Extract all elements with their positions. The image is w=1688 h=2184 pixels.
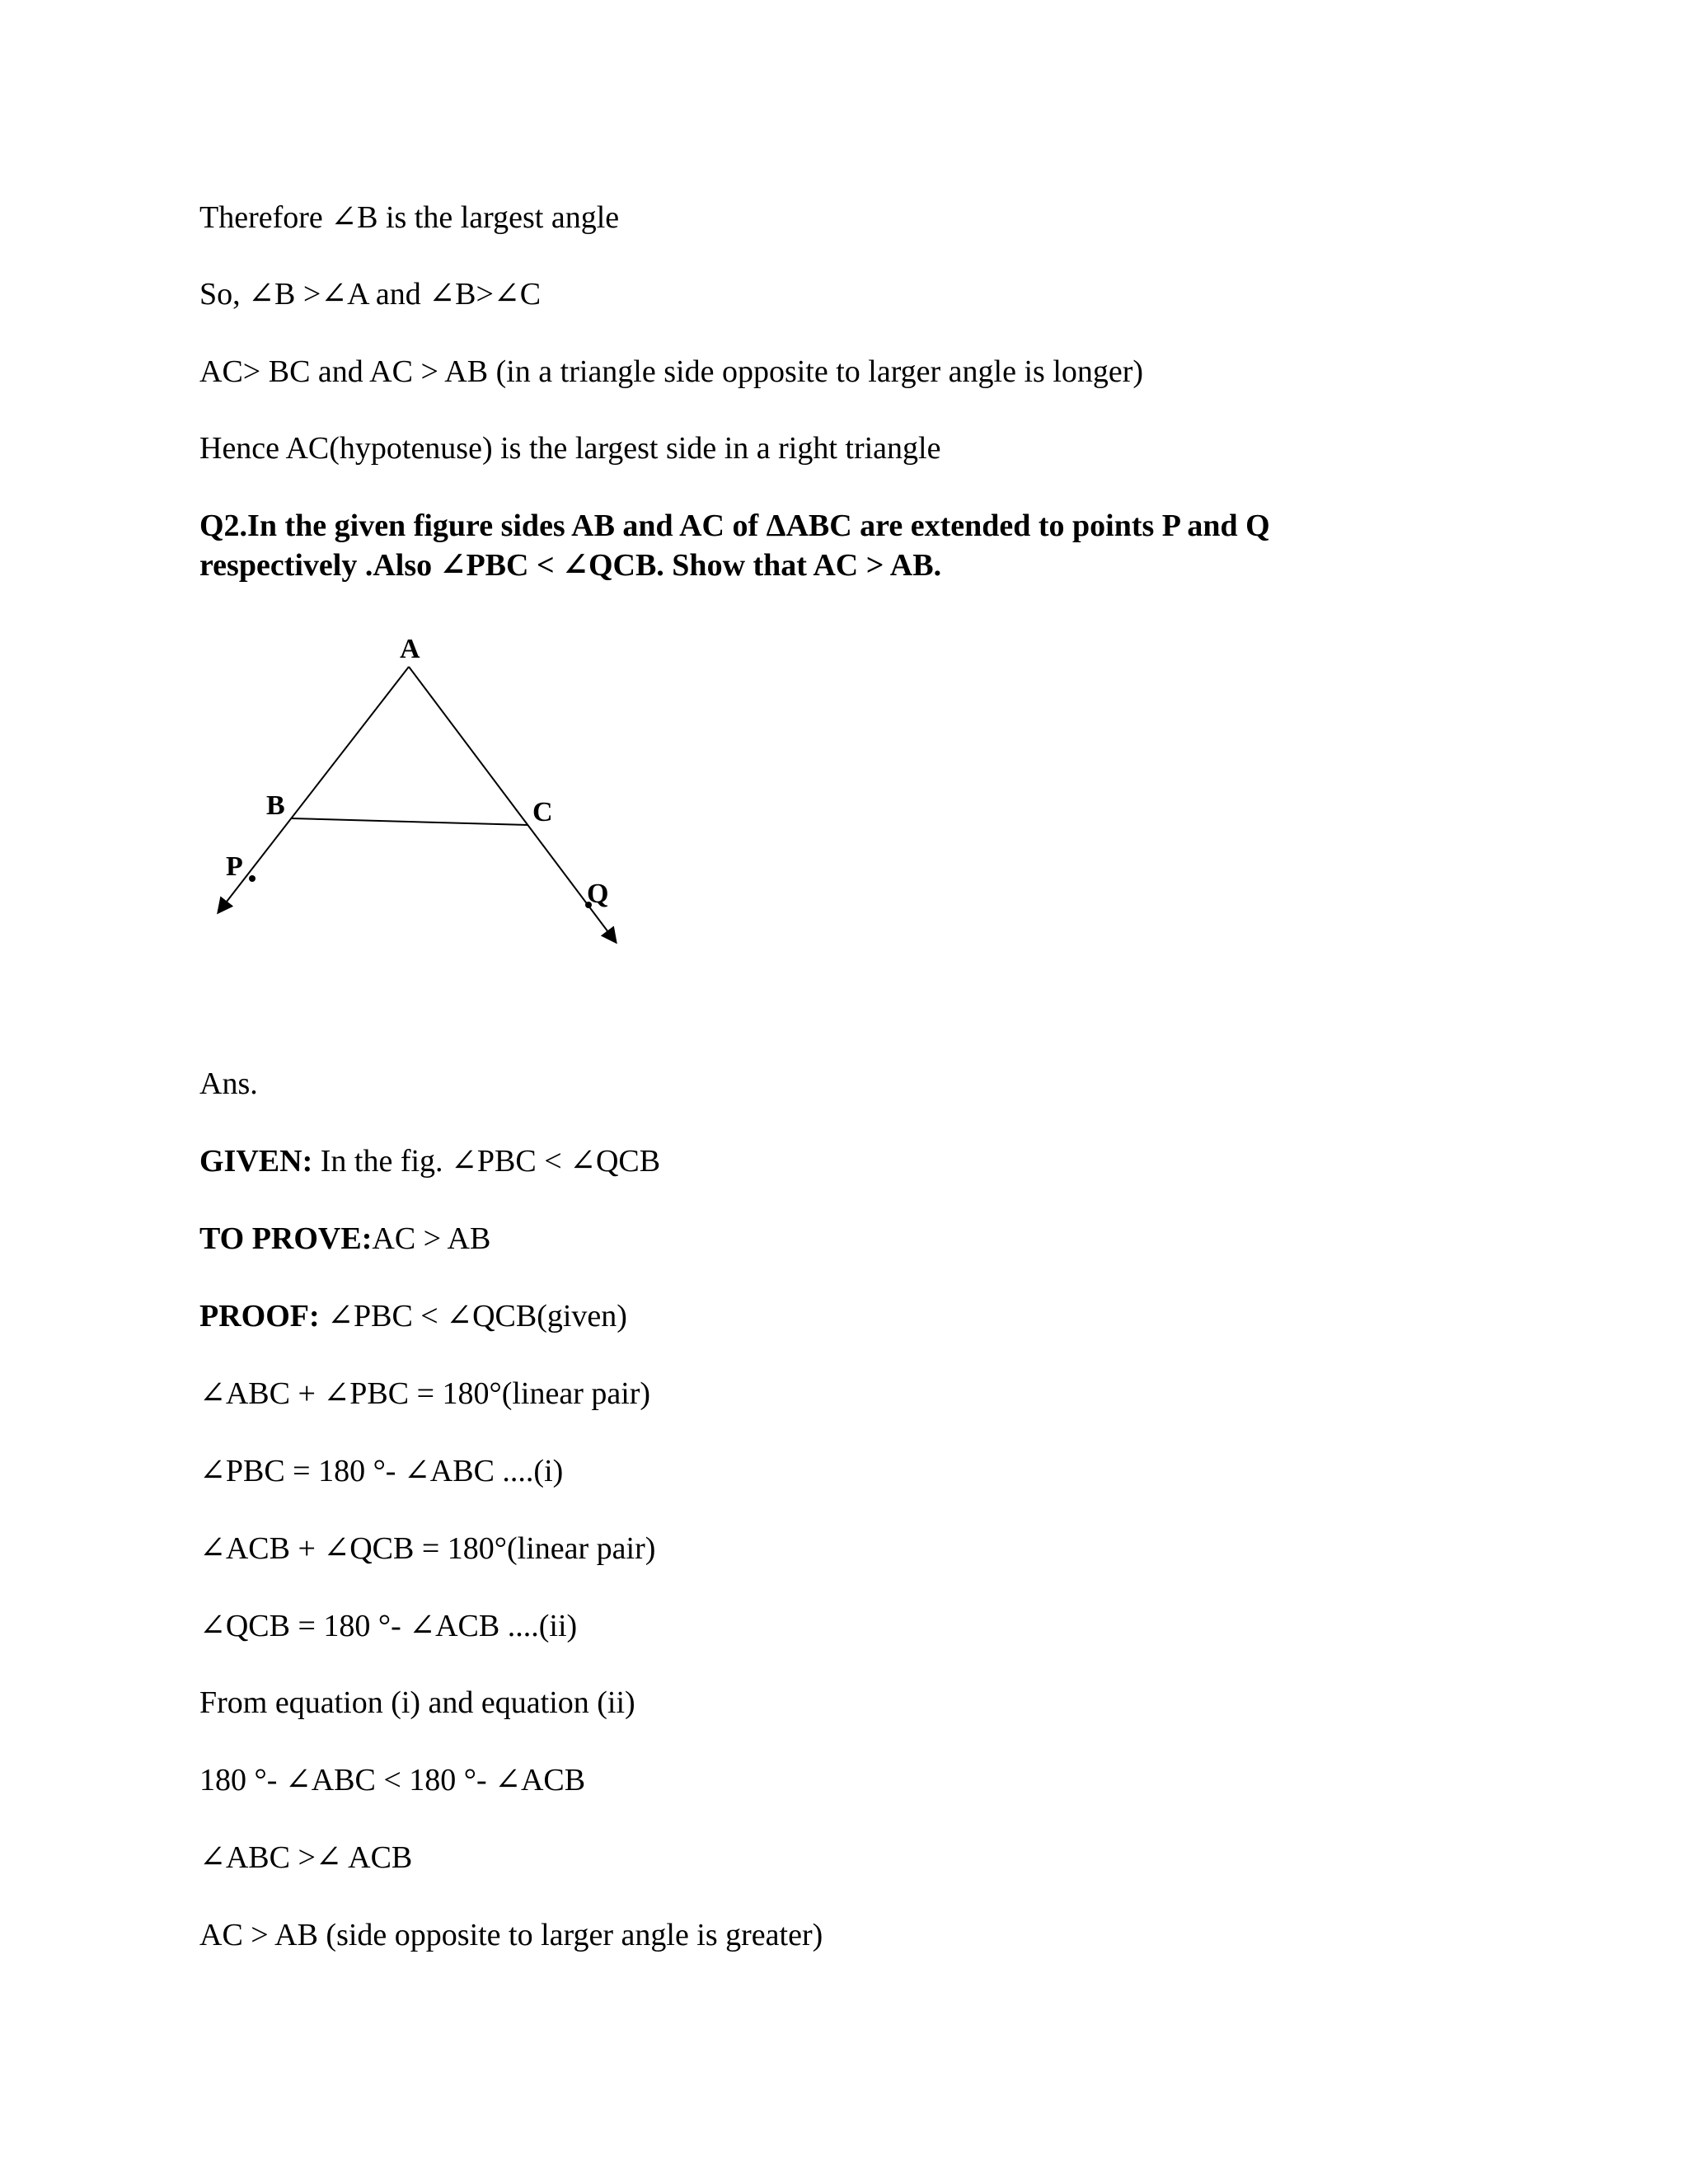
to-prove-text: AC > AB — [372, 1221, 491, 1256]
label-c: C — [532, 797, 553, 827]
label-a: A — [400, 634, 420, 664]
question-line-2: respectively .Also ∠PBC < ∠QCB. Show that AC > AB. — [199, 548, 942, 583]
text-line-4: Hence AC(hypotenuse) is the largest side in a right triangle — [199, 431, 941, 466]
side-ac-extended — [409, 667, 613, 939]
label-q: Q — [587, 879, 609, 909]
proof-label: PROOF: — [199, 1299, 320, 1333]
proof-text: ∠PBC < ∠QCB(given) — [319, 1299, 627, 1333]
label-b: B — [266, 790, 285, 821]
question-text — [199, 506, 1419, 585]
triangle-figure — [206, 626, 635, 956]
text-line-1: Therefore ∠B is the largest angle — [199, 200, 620, 235]
to-prove-label: TO PROVE: — [199, 1221, 373, 1256]
side-ab-extended — [221, 667, 409, 909]
point-p-dot — [249, 875, 256, 882]
given-label: GIVEN: — [199, 1144, 313, 1179]
proof-step-5: From equation (i) and equation (ii) — [199, 1685, 635, 1720]
given-line — [199, 1142, 660, 1180]
label-p: P — [226, 851, 243, 882]
given-text: In the fig. ∠PBC < ∠QCB — [312, 1144, 661, 1179]
proof-step-2: ∠PBC = 180 °- ∠ABC ....(i) — [199, 1454, 564, 1488]
text-line-2: So, ∠B >∠A and ∠B>∠C — [199, 277, 542, 312]
proof-step-3: ∠ACB + ∠QCB = 180°(linear pair) — [199, 1531, 656, 1566]
text-line-3: AC> BC and AC > AB (in a triangle side opposite to larger angle is longer) — [199, 354, 1144, 389]
proof-step-8: AC > AB (side opposite to larger angle is greater) — [199, 1918, 823, 1952]
side-bc — [291, 818, 528, 825]
proof-line — [199, 1297, 627, 1335]
proof-step-1: ∠ABC + ∠PBC = 180°(linear pair) — [199, 1376, 651, 1411]
to-prove-line — [199, 1220, 490, 1258]
ans-label: Ans. — [199, 1066, 258, 1101]
proof-step-6: 180 °- ∠ABC < 180 °- ∠ACB — [199, 1763, 586, 1797]
proof-step-7: ∠ABC >∠ ACB — [199, 1840, 413, 1875]
question-line-1: Q2.In the given figure sides AB and AC of ΔABC are extended to points P and Q — [199, 509, 1270, 543]
proof-step-4: ∠QCB = 180 °- ∠ACB ....(ii) — [199, 1609, 578, 1643]
